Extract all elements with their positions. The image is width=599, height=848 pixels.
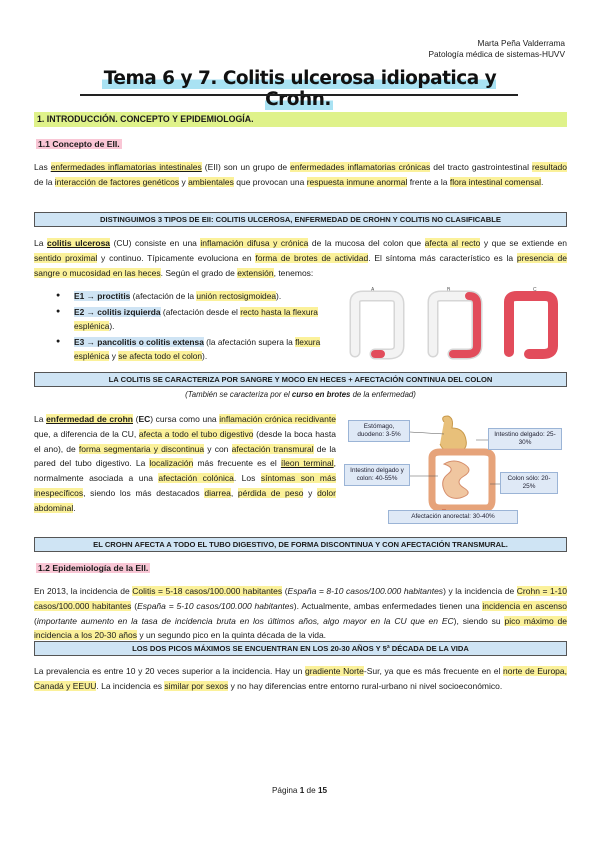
- list-item: ● E1 → proctitis (afectación de la unión rectosigmoidea).: [56, 289, 332, 304]
- label-colon-only: Colon sólo: 20-25%: [500, 472, 558, 494]
- figure-label-b: B: [447, 287, 451, 293]
- banner-types: DISTINGUIMOS 3 TIPOS DE EII: COLITIS ULCEROSA, ENFERMEDAD DE CROHN Y COLITIS NO CLASIFICABLE: [34, 212, 567, 227]
- subsection-heading-1-2: 1.2 Epidemiología de la EII.: [38, 563, 149, 573]
- label-small-and-colon: Intestino delgado y colon: 40-55%: [344, 464, 410, 486]
- label-anorectal: Afectación anorectal: 30-40%: [388, 510, 518, 524]
- section-heading: 1. INTRODUCCIÓN. CONCEPTO Y EPIDEMIOLOGÍA.: [34, 112, 567, 127]
- label-stomach: Estómago, duodeno: 3-5%: [348, 420, 410, 442]
- paragraph-epidemiology: En 2013, la incidencia de Colitis = 5-18 casos/100.000 habitantes (España = 8-10 casos/100.000 habitantes) y la incidencia de Crohn = 1-10 casos/100.000 habitantes (España = 5-10 casos/100.000 habitantes). Actualmente, ambas enfermedades tienen una incidencia en ascenso (importante aumento en la tasa de incidencia bruta en los últimos años, algo mayor en la CU que en EC), siendo su pico máximo de incidencia a los 20-30 años y un segundo pico en la quinta década de la vida.: [34, 586, 567, 641]
- page-header: [429, 38, 566, 60]
- author-name: Marta Peña Valderrama: [477, 38, 565, 48]
- list-item: ● E3 → pancolitis o colitis extensa (la afectación supera la flexura esplénica y se afecta todo el colon).: [56, 335, 332, 364]
- banner-peaks: LOS DOS PICOS MÁXIMOS SE ENCUENTRAN EN LOS 20-30 AÑOS Y 5ª DÉCADA DE LA VIDA: [34, 641, 567, 656]
- figure-label-c: C: [533, 287, 537, 293]
- note-brotes: (También se caracteriza por el curso en brotes de la enfermedad): [185, 390, 416, 399]
- subsection-heading-1-1: 1.1 Concepto de EII.: [38, 139, 120, 149]
- label-small-intestine: Intestino delgado: 25-30%: [488, 428, 562, 450]
- colon-extension-figure: [341, 286, 567, 360]
- colitis-types-list: [56, 289, 332, 365]
- crohn-location-figure: [340, 414, 568, 526]
- course-name: Patología médica de sistemas-HUVV: [428, 49, 565, 59]
- page-title: Tema 6 y 7. Colitis ulcerosa idiopatica y Crohn.: [103, 68, 497, 110]
- figure-label-a: A: [371, 287, 375, 293]
- page-footer: Página 1 de 15: [271, 786, 328, 795]
- title-underline: [80, 94, 518, 96]
- banner-colitis: LA COLITIS SE CARACTERIZA POR SANGRE Y MOCO EN HECES + AFECTACIÓN CONTINUA DEL COLON: [34, 372, 567, 387]
- banner-crohn: EL CROHN AFECTA A TODO EL TUBO DIGESTIVO, DE FORMA DISCONTINUA Y CON AFECTACIÓN TRANSMURAL.: [34, 537, 567, 552]
- paragraph-prevalence: La prevalencia es entre 10 y 20 veces superior a la incidencia. Hay un gradiente Norte-Sur, ya que es más frecuente en el norte de Europa, Canadá y EEUU. La incidencia es similar por sexos y no hay diferencias entre entorno rural-urbano ni nivel socioeconómico.: [34, 666, 567, 691]
- list-item: ● E2 → colitis izquierda (afectación desde el recto hasta la flexura esplénica).: [56, 305, 332, 334]
- paragraph-crohn: La enfermedad de crohn (EC) cursa como una inflamación crónica recidivante que, a diferencia de la CU, afecta a todo el tubo digestivo (desde la boca hasta el ano), de forma segmentaria y discontinua y con afectación transmural de la pared del tubo digestivo. La localización más frecuente es el íleon terminal, normalmente asociada a una afectación colónica. Los síntomas son más inespecíficos, siendo los más destacados diarrea, pérdida de peso y dolor abdominal.: [34, 414, 337, 513]
- paragraph-colitis: La colitis ulcerosa (CU) consiste en una inflamación difusa y crónica de la mucosa del colon que afecta al recto y que se extiende en sentido proximal y continuo. Típicamente evoluciona en forma de brotes de actividad. El síntoma más característico es la presencia de sangre o mucosidad en las heces. Según el grado de extensión, tenemos:: [34, 238, 568, 278]
- paragraph-concept: Las enfermedades inflamatorias intestinales (EII) son un grupo de enfermedades inflamatorias crónicas del tracto gastrointestinal resultado de la interacción de factores genéticos y ambientales que provocan una respuesta inmune anormal frente a la flora intestinal comensal.: [34, 162, 567, 187]
